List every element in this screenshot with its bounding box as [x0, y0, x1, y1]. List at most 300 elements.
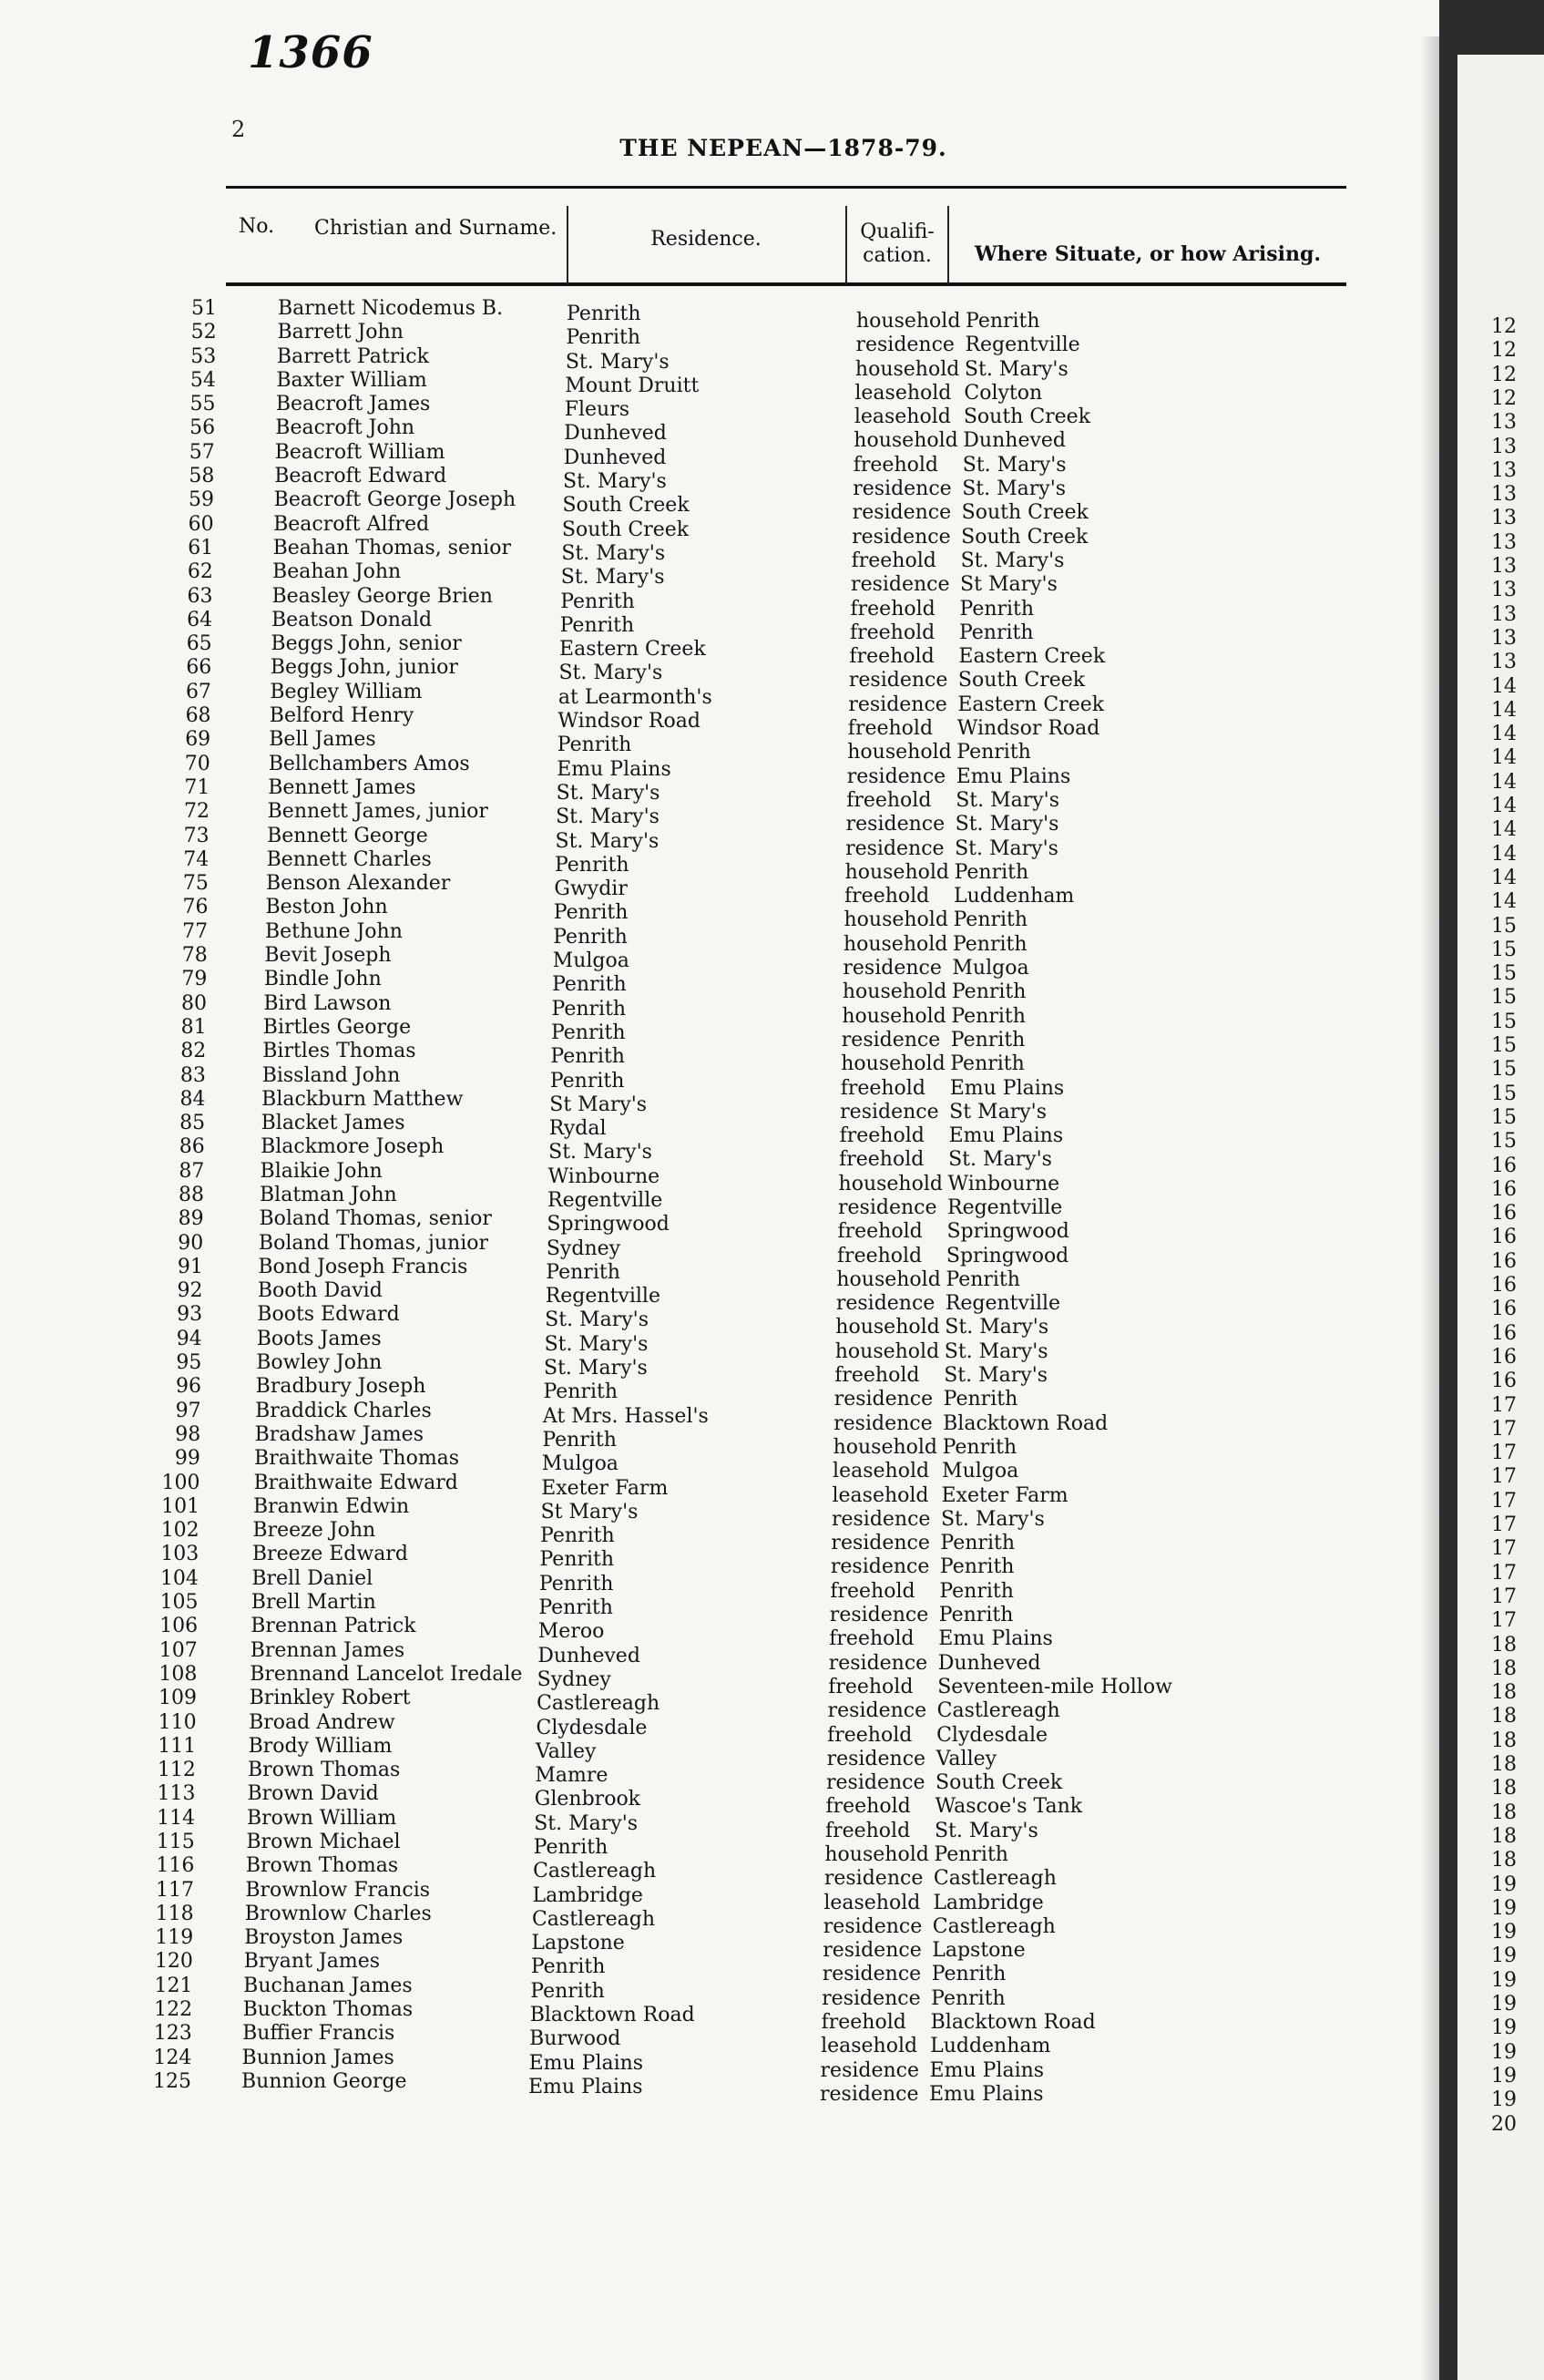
entry-number: 78 [181, 944, 208, 968]
entry-name: Broad Andrew [249, 1710, 395, 1734]
entry-name: Beacroft Alfred [273, 512, 430, 536]
facing-page-number: 13 [1491, 483, 1517, 507]
entry-name: Brody William [248, 1734, 393, 1758]
entry-qualification: household [841, 1052, 946, 1076]
entry-where: St. Mary's [956, 788, 1060, 812]
entry-number: 92 [177, 1279, 203, 1303]
entry-where: Emu Plains [929, 2082, 1044, 2106]
entry-residence: Penrith [530, 1979, 605, 2003]
entry-qualification: residence [823, 1939, 922, 1963]
entry-qualification: leasehold [833, 1460, 930, 1483]
entry-residence: Penrith [533, 1836, 608, 1859]
entry-where: Penrith [966, 310, 1040, 333]
entry-name: Braithwaite Thomas [254, 1447, 460, 1471]
entry-number: 84 [179, 1087, 206, 1111]
entry-number: 93 [177, 1303, 203, 1327]
entry-name: Brownlow Francis [245, 1878, 431, 1902]
entry-where: Luddenham [954, 885, 1075, 908]
facing-page-number: 14 [1491, 866, 1517, 889]
entry-where: St Mary's [949, 1100, 1047, 1123]
entry-name: Braddick Charles [255, 1399, 432, 1422]
entry-name: Brell Martin [251, 1591, 376, 1615]
entry-qualification: freehold [839, 1148, 925, 1172]
entry-where: Penrith [939, 1579, 1014, 1603]
entry-where: St. Mary's [940, 1507, 1045, 1531]
entry-number: 108 [158, 1662, 198, 1686]
table-row [0, 1662, 1421, 1698]
facing-page-number: 16 [1491, 1202, 1517, 1226]
entry-residence: Penrith [567, 303, 641, 325]
entry-number: 103 [160, 1543, 199, 1566]
entry-residence: Penrith [551, 997, 627, 1021]
entry-residence: Penrith [538, 1572, 614, 1595]
entry-qualification: freehold [827, 1723, 913, 1747]
entry-where: St. Mary's [962, 453, 1067, 477]
column-divider [567, 206, 568, 284]
facing-page-number: 19 [1491, 2040, 1517, 2064]
entry-qualification: freehold [844, 885, 930, 908]
entry-name: Bindle John [263, 968, 382, 991]
entry-qualification: residence [851, 573, 950, 597]
entry-where: Penrith [954, 860, 1029, 884]
entry-name: Bradbury Joseph [255, 1375, 426, 1399]
entry-residence: Lambridge [532, 1883, 643, 1907]
entry-name: Bell James [269, 728, 376, 752]
entry-qualification: household [856, 310, 961, 333]
facing-page-number: 13 [1491, 530, 1517, 554]
entry-residence: Penrith [549, 1069, 625, 1093]
entry-name: Bunnion George [241, 2069, 407, 2093]
entry-number: 89 [178, 1207, 204, 1231]
entry-residence: St. Mary's [544, 1332, 649, 1356]
entry-qualification: freehold [837, 1220, 923, 1244]
facing-page-number: 18 [1491, 1777, 1517, 1800]
entry-name: Beacroft George Joseph [273, 488, 516, 512]
entry-name: Breeze John [252, 1519, 376, 1543]
entry-residence: Fleurs [564, 398, 630, 422]
facing-page-number: 14 [1491, 723, 1517, 746]
entry-name: Beacroft Edward [274, 465, 447, 488]
facing-page-number: 13 [1491, 458, 1517, 482]
facing-page-number: 18 [1491, 1633, 1517, 1657]
facing-page-number: 19 [1491, 1921, 1517, 1944]
entry-residence: Meroo [537, 1620, 605, 1644]
entry-residence: Dunheved [564, 422, 667, 446]
entry-name: Bennett James, junior [267, 800, 488, 824]
header-no: No. [239, 215, 275, 238]
facing-page-number: 19 [1491, 2016, 1517, 2040]
entry-number: 107 [158, 1638, 198, 1662]
facing-page-number: 20 [1491, 2112, 1517, 2136]
entry-number: 60 [188, 512, 214, 536]
entry-name: Barrett John [277, 321, 404, 344]
entry-qualification: residence [833, 1411, 933, 1435]
entry-number: 76 [182, 896, 209, 919]
entry-where: Luddenham [930, 2035, 1051, 2058]
facing-page-number: 19 [1491, 1872, 1517, 1896]
entry-name: Brennand Lancelot Iredale [250, 1662, 523, 1686]
entry-number: 59 [188, 488, 214, 512]
facing-page-number: 17 [1491, 1393, 1517, 1417]
entry-residence: Mount Druitt [565, 374, 700, 397]
entry-where: Eastern Creek [957, 692, 1105, 716]
entry-number: 115 [156, 1831, 195, 1853]
entry-name: Buchanan James [243, 1974, 413, 1997]
page-stamp-number: 1366 [248, 27, 373, 78]
entry-where: Penrith [939, 1555, 1015, 1579]
entry-residence: St. Mary's [565, 350, 670, 374]
entry-number: 105 [159, 1591, 199, 1615]
facing-page-number: 15 [1491, 1130, 1517, 1154]
entry-residence: Penrith [553, 901, 629, 925]
entry-where: Winbourne [947, 1172, 1060, 1195]
entry-name: Bryant James [243, 1950, 381, 1974]
entry-residence: Blacktown Road [529, 2004, 695, 2027]
facing-page-edge [1457, 55, 1544, 2380]
facing-page-number: 19 [1491, 1968, 1517, 1992]
entry-name: Branwin Edwin [252, 1494, 410, 1518]
entry-residence: Castlereagh [537, 1692, 660, 1716]
facing-page-number: 18 [1491, 1705, 1517, 1729]
facing-page-number: 16 [1491, 1249, 1517, 1273]
facing-page-number: 15 [1491, 962, 1517, 986]
entry-name: Bethune John [264, 919, 403, 943]
entry-number: 83 [179, 1063, 206, 1087]
entry-qualification: freehold [840, 1076, 925, 1100]
entry-residence: Winbourne [547, 1164, 660, 1188]
facing-page-number: 18 [1491, 1824, 1517, 1848]
entry-residence: Castlereagh [531, 1907, 656, 1931]
entry-number: 112 [157, 1759, 196, 1782]
entry-residence: Rydal [548, 1117, 607, 1141]
entry-name: Brell Daniel [251, 1566, 373, 1590]
entry-name: Blaikie John [260, 1159, 383, 1183]
entry-number: 95 [176, 1351, 202, 1375]
entry-name: Benson Alexander [266, 872, 451, 896]
entry-number: 70 [184, 752, 210, 775]
entry-where: St Mary's [960, 573, 1058, 597]
entry-name: Brown Thomas [248, 1759, 401, 1782]
entry-residence: Dunheved [537, 1644, 640, 1667]
entry-name: Blatman John [260, 1183, 397, 1206]
entry-name: Blackburn Matthew [261, 1087, 464, 1111]
entry-where: Penrith [959, 597, 1035, 621]
entry-number: 54 [189, 368, 216, 392]
entry-name: Brennan Patrick [251, 1615, 416, 1638]
facing-page-number: 18 [1491, 1681, 1517, 1705]
entry-qualification: freehold [824, 1819, 911, 1842]
page-title: THE NEPEAN—1878-79. [619, 135, 947, 161]
entry-where: Emu Plains [929, 2058, 1045, 2082]
column-divider [947, 206, 949, 284]
entry-residence: Penrith [530, 1955, 606, 1979]
entry-qualification: household [843, 932, 948, 956]
facing-page-number: 19 [1491, 1944, 1517, 1968]
table-row [0, 2069, 1421, 2106]
entry-where: Penrith [950, 1052, 1025, 1076]
entry-qualification: leasehold [821, 2035, 918, 2058]
entry-where: South Creek [936, 1771, 1063, 1795]
entry-residence: South Creek [562, 494, 690, 518]
entry-qualification: residence [840, 1100, 939, 1123]
entry-qualification: residence [848, 669, 948, 692]
entry-qualification: freehold [849, 645, 935, 669]
facing-page-number: 14 [1491, 770, 1517, 794]
facing-page-number: 14 [1491, 818, 1517, 842]
entry-qualification: household [836, 1267, 941, 1291]
entry-name: Booth David [257, 1279, 383, 1303]
entry-residence: St. Mary's [548, 1141, 652, 1164]
facing-page-number: 16 [1491, 1370, 1517, 1393]
table-row [0, 1087, 1421, 1123]
entry-number: 72 [184, 800, 210, 824]
entry-residence: South Creek [561, 518, 690, 541]
entry-where: Wascoe's Tank [935, 1795, 1083, 1819]
entry-where: St. Mary's [955, 836, 1058, 860]
entry-number: 73 [183, 824, 210, 847]
entry-number: 57 [189, 440, 215, 464]
entry-number: 79 [181, 968, 208, 991]
entry-where: Dunheved [937, 1651, 1041, 1675]
entry-residence: Penrith [542, 1428, 617, 1452]
entry-qualification: residence [827, 1699, 927, 1723]
entry-name: Brownlow Charles [244, 1902, 432, 1925]
entry-number: 123 [153, 2022, 192, 2046]
entry-number: 53 [190, 344, 217, 368]
facing-page-number: 17 [1491, 1537, 1517, 1561]
voter-list [0, 297, 1421, 2106]
entry-number: 119 [155, 1926, 194, 1950]
entry-qualification: household [854, 429, 958, 453]
entry-qualification: household [834, 1339, 940, 1363]
entry-number: 61 [188, 536, 214, 559]
entry-number: 58 [189, 465, 215, 488]
entry-where: Penrith [946, 1267, 1020, 1291]
entry-where: St. Mary's [964, 357, 1069, 381]
header-qualification [847, 221, 947, 268]
facing-page-number: 12 [1491, 315, 1517, 338]
entry-qualification: residence [822, 1986, 921, 2010]
entry-name: Beggs John, senior [271, 632, 462, 656]
entry-qualification: residence [845, 813, 946, 836]
entry-where: Penrith [956, 741, 1031, 764]
entry-number: 55 [189, 393, 216, 416]
entry-residence: St. Mary's [556, 781, 660, 805]
entry-residence: Exeter Farm [541, 1476, 669, 1500]
entry-residence: Windsor Road [557, 710, 700, 733]
entry-residence: Clydesdale [536, 1716, 648, 1739]
entry-name: Beggs John, junior [270, 656, 458, 680]
entry-number: 82 [180, 1040, 207, 1063]
entry-name: Begley William [270, 680, 423, 703]
facing-page-number: 15 [1491, 1058, 1517, 1082]
entry-number: 85 [179, 1112, 206, 1135]
facing-page-number: 15 [1491, 1010, 1517, 1033]
entry-residence: St. Mary's [545, 1308, 649, 1332]
entry-residence: Dunheved [563, 446, 667, 469]
entry-number: 96 [175, 1375, 201, 1399]
entry-residence: St. Mary's [563, 470, 667, 494]
entry-where: Eastern Creek [958, 645, 1106, 669]
entry-where: Castlereagh [933, 1867, 1057, 1891]
entry-qualification: household [844, 908, 948, 932]
entry-qualification: residence [843, 957, 942, 980]
entry-number: 64 [187, 608, 213, 631]
entry-where: South Creek [961, 501, 1089, 525]
entry-number: 66 [186, 656, 212, 680]
facing-page-number: 13 [1491, 435, 1517, 458]
entry-number: 99 [174, 1447, 200, 1471]
entry-where: Penrith [942, 1435, 1017, 1459]
entry-name: Blacket James [261, 1112, 405, 1135]
entry-residence: Penrith [557, 733, 632, 757]
entry-where: Springwood [946, 1244, 1069, 1267]
entry-number: 77 [182, 919, 209, 943]
entry-residence: Penrith [553, 925, 628, 949]
entry-name: Beatson Donald [271, 608, 433, 631]
entry-where: South Creek [957, 669, 1086, 692]
entry-residence: Penrith [538, 1596, 613, 1620]
entry-number: 81 [180, 1015, 207, 1039]
entry-name: Bowley John [256, 1351, 383, 1375]
entry-residence: Sydney [537, 1667, 611, 1691]
entry-name: Bevit Joseph [264, 944, 392, 968]
entry-qualification: residence [835, 1292, 936, 1316]
facing-page-number: 15 [1491, 1034, 1517, 1057]
entry-where: Blacktown Road [943, 1411, 1109, 1435]
entry-qualification: household [838, 1172, 943, 1195]
entry-qualification: residence [830, 1555, 930, 1579]
facing-page-number: 17 [1491, 1513, 1517, 1536]
entry-name: Beasley George Brien [271, 584, 493, 608]
facing-page-number: 12 [1491, 339, 1517, 363]
facing-page-number: 13 [1491, 411, 1517, 435]
entry-where: Exeter Farm [941, 1483, 1069, 1507]
entry-residence: Penrith [560, 590, 635, 613]
entry-name: Bennett George [267, 824, 428, 847]
entry-where: Penrith [958, 621, 1034, 644]
entry-residence: St. Mary's [534, 1811, 639, 1835]
entry-where: Blacktown Road [930, 2011, 1096, 2035]
header-name: Christian and Surname. [314, 217, 557, 240]
entry-residence: Mamre [535, 1764, 608, 1788]
entry-number: 120 [154, 1950, 193, 1974]
entry-qualification: household [844, 860, 949, 884]
entry-where: St. Mary's [948, 1148, 1052, 1172]
facing-page-number: 17 [1491, 1441, 1517, 1465]
facing-page-number: 19 [1491, 1993, 1517, 2016]
entry-where: Penrith [951, 1004, 1026, 1028]
entry-number: 101 [161, 1494, 200, 1518]
header-residence: Residence. [650, 228, 762, 251]
header-qualification-line1: Qualifi- [860, 221, 935, 243]
entry-residence: Emu Plains [528, 2051, 644, 2075]
entry-where: Valley [936, 1747, 997, 1770]
entry-residence: Castlereagh [533, 1860, 657, 1883]
entry-name: Barnett Nicodemus B. [278, 297, 504, 320]
facing-page-number: 14 [1491, 842, 1517, 866]
entry-number: 113 [157, 1782, 196, 1806]
facing-page-number: 16 [1491, 1154, 1517, 1177]
entry-number: 91 [177, 1255, 203, 1278]
facing-page-number: 18 [1491, 1849, 1517, 1872]
entry-where: Emu Plains [949, 1076, 1065, 1100]
entry-residence: Penrith [550, 1045, 625, 1069]
entry-number: 102 [160, 1519, 199, 1543]
entry-where: Mulgoa [942, 1460, 1019, 1483]
entry-qualification: freehold [839, 1124, 925, 1148]
facing-page-number: 17 [1491, 1561, 1517, 1585]
entry-number: 80 [181, 991, 208, 1015]
entry-residence: St. Mary's [544, 1357, 648, 1380]
entry-residence: at Learmonth's [557, 685, 712, 709]
entry-where: Regentville [947, 1195, 1063, 1219]
facing-page-number: 19 [1491, 1896, 1517, 1920]
entry-residence: St Mary's [540, 1500, 639, 1523]
entry-name: Brown Thomas [245, 1854, 399, 1878]
facing-page-number: 19 [1491, 2064, 1517, 2088]
entry-name: Bissland John [261, 1063, 401, 1087]
facing-page-number: 16 [1491, 1345, 1517, 1369]
entry-qualification: freehold [853, 453, 938, 477]
entry-qualification: residence [826, 1771, 925, 1795]
entry-where: Lambridge [933, 1891, 1044, 1914]
entry-qualification: freehold [834, 1364, 920, 1388]
entry-where: Penrith [938, 1604, 1014, 1627]
entry-name: Birtles George [262, 1015, 412, 1039]
page-mark: 2 [231, 117, 246, 142]
entry-name: Brown David [247, 1782, 379, 1806]
entry-where: Emu Plains [948, 1124, 1064, 1148]
entry-qualification: freehold [836, 1244, 923, 1267]
facing-page-number: 18 [1491, 1753, 1517, 1776]
facing-page-number: 12 [1491, 386, 1517, 410]
entry-qualification: residence [820, 2082, 919, 2106]
entry-name: Braithwaite Edward [253, 1471, 458, 1494]
entry-number: 124 [153, 2046, 192, 2069]
entry-number: 74 [183, 847, 210, 871]
entry-qualification: household [842, 1004, 946, 1028]
entry-qualification: residence [841, 1028, 941, 1052]
entry-qualification: residence [831, 1532, 930, 1555]
entry-number: 75 [182, 872, 209, 896]
entry-where: Penrith [951, 980, 1027, 1004]
entry-name: Broyston James [244, 1926, 404, 1950]
entry-qualification: residence [833, 1388, 934, 1411]
entry-where: St. Mary's [934, 1819, 1038, 1842]
header-qualification-line2: cation. [863, 244, 932, 267]
entry-number: 90 [178, 1231, 204, 1255]
entry-name: Brown Michael [246, 1831, 401, 1853]
entry-where: Clydesdale [936, 1723, 1048, 1747]
entry-number: 100 [161, 1471, 200, 1494]
entry-qualification: household [842, 980, 947, 1004]
entry-residence: Lapstone [531, 1932, 625, 1955]
entry-where: Emu Plains [938, 1627, 1053, 1651]
entry-qualification: residence [820, 2058, 920, 2082]
entry-qualification: residence [823, 1914, 923, 1938]
entry-name: Bellchambers Amos [268, 752, 470, 775]
entry-residence: Mulgoa [552, 949, 629, 973]
entry-residence: Penrith [559, 613, 635, 637]
entry-number: 94 [176, 1327, 202, 1350]
entry-qualification: residence [823, 1867, 924, 1891]
entry-residence: Valley [535, 1739, 597, 1763]
entry-where: St. Mary's [944, 1339, 1048, 1363]
entry-where: South Creek [961, 525, 1089, 549]
facing-page-number: 17 [1491, 1609, 1517, 1633]
entry-residence: Emu Plains [557, 757, 671, 781]
